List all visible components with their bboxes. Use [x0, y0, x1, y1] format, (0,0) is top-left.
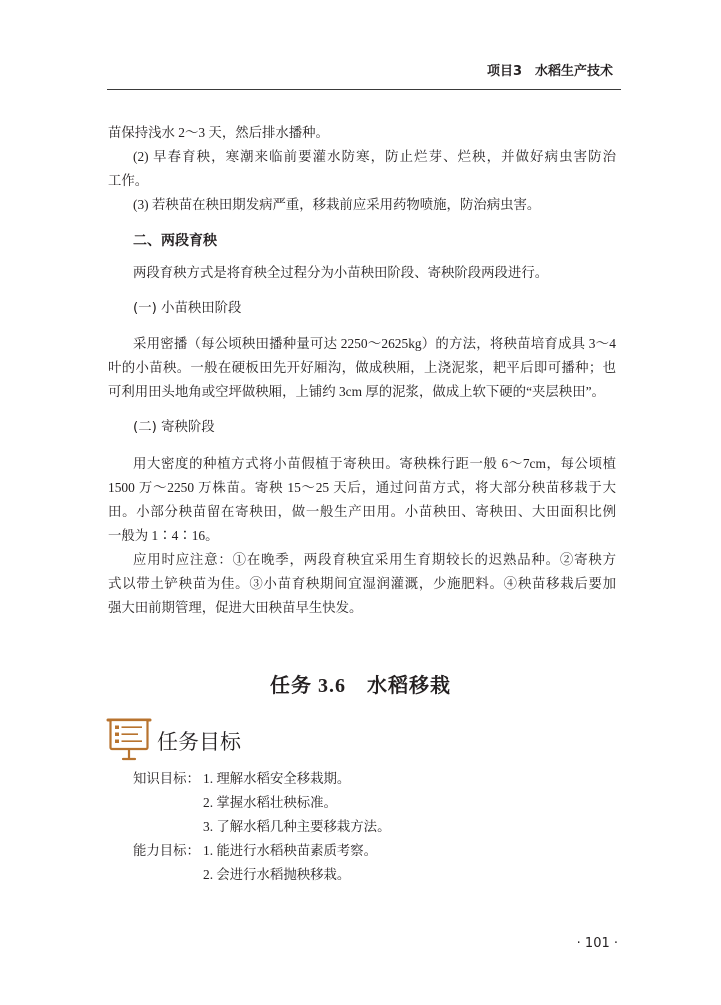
objective-item: 3. 了解水稻几种主要移栽方法。 [203, 819, 391, 834]
body-line: (3) 若秧苗在秧田期发病严重，移栽前应采用药物喷施，防治病虫害。 [133, 197, 541, 212]
body-line: (2) 早春育秧，寒潮来临前要灌水防寒，防止烂芽、烂秧，并做好病虫害防治 [133, 149, 616, 164]
objective-item: 2. 掌握水稻壮秧标准。 [203, 795, 337, 810]
presentation-board-icon [106, 716, 152, 762]
body-line: 应用时应注意：①在晚季，两段育秧宜采用生育期较长的迟熟品种。②寄秧方 [133, 552, 616, 567]
body-line: 工作。 [108, 173, 149, 188]
body-line: 1500 万～2250 万株苗。寄秧 15～25 天后，通过问苗方式，将大部分秧苗移栽于大 [108, 480, 616, 495]
body-line: 苗保持浅水 2～3 天，然后排水播种。 [108, 125, 329, 140]
section-heading: 二、两段育秧 [133, 233, 217, 249]
header-rule [107, 89, 621, 90]
objective-item: 1. 理解水稻安全移栽期。 [203, 771, 351, 786]
page-number: · 101 · [576, 936, 618, 951]
body-line: 可利用田头地角或空坪做秧厢，上铺约 3cm 厚的泥浆，做成上软下硬的“夹层秧田”。 [108, 384, 605, 399]
subsection-heading: (一) 小苗秧田阶段 [133, 301, 242, 316]
running-header-title: 项目3 水稻生产技术 [486, 64, 613, 79]
body-line: 强大田前期管理，促进大田秧苗早生快发。 [108, 600, 363, 615]
knowledge-objectives-label: 知识目标： [133, 771, 200, 786]
body-line: 田。小部分秧苗留在寄秧田，做一般生产田用。小苗秧田、寄秧田、大田面积比例 [108, 504, 616, 519]
subsection-heading: (二) 寄秧阶段 [133, 420, 215, 435]
body-line: 两段育秧方式是将育秧全过程分为小苗秧田阶段、寄秧阶段两段进行。 [133, 265, 549, 280]
body-line: 采用密播（每公顷秧田播种量可达 2250～2625kg）的方法，将秧苗培育成具 3～4 [133, 336, 616, 351]
objective-item: 2. 会进行水稻抛秧移栽。 [203, 867, 351, 882]
task-title: 任务 3.6 水稻移栽 [270, 675, 451, 697]
body-line: 用大密度的种植方式将小苗假植于寄秧田。寄秧株行距一般 6～7cm，每公顷植 [133, 456, 616, 471]
objectives-heading: 任务目标 [157, 730, 241, 754]
body-line: 一般为 1∶4∶16。 [108, 528, 219, 543]
body-line: 叶的小苗秧。一般在硬板田先开好厢沟，做成秧厢，上浇泥浆，耙平后即可播种；也 [108, 360, 616, 375]
ability-objectives-label: 能力目标： [133, 843, 200, 858]
body-line: 式以带土铲秧苗为佳。③小苗育秧期间宜湿润灌溉，少施肥料。④秧苗移栽后要加 [108, 576, 616, 591]
objective-item: 1. 能进行水稻秧苗素质考察。 [203, 843, 378, 858]
